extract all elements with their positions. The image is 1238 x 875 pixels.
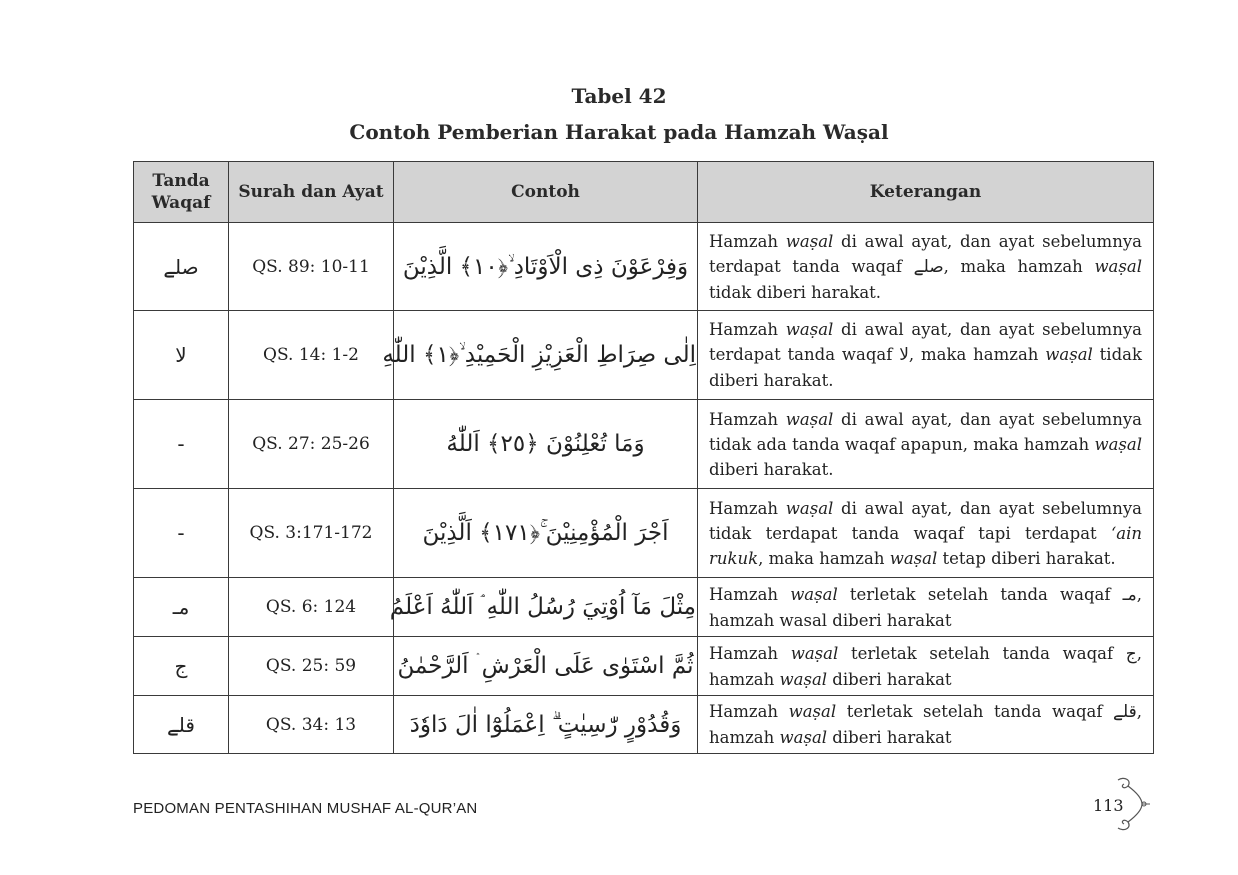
text-segment: diberi harakat. <box>709 459 834 479</box>
italic-term: waṣal <box>1094 434 1142 454</box>
surah-ayat-cell: QS. 34: 13 <box>229 696 394 754</box>
italic-term: waṣal <box>1094 256 1142 276</box>
header-surah-ayat: Surah dan Ayat <box>229 162 394 223</box>
surah-ayat-cell: QS. 6: 124 <box>229 578 394 637</box>
waqaf-sign-inline: قلے <box>1113 702 1137 722</box>
keterangan-cell <box>698 311 1154 400</box>
surah-ayat-cell: QS. 27: 25-26 <box>229 400 394 489</box>
text-segment: , hamzah <box>709 643 1142 689</box>
keterangan-cell <box>698 637 1154 696</box>
tanda-waqaf-cell: لا <box>134 311 229 400</box>
tanda-waqaf-cell: - <box>134 400 229 489</box>
keterangan-cell <box>698 578 1154 637</box>
contoh-arabic-cell: اِلٰى صِرَاطِ الْعَزِيْزِ الْحَمِيْدِ ۙ﴿١﴾ اللّٰهِ <box>394 311 698 400</box>
harakat-table <box>133 161 1154 754</box>
tanda-waqaf-cell: قلے <box>134 696 229 754</box>
italic-term: waṣal <box>1045 345 1093 364</box>
contoh-arabic-cell: ثُمَّ اسْتَوٰى عَلَى الْعَرْشِ ۛ اَلرَّحْمٰنُ <box>394 637 698 696</box>
text-segment: di awal ayat, dan ayat sebelumnya terdapat tanda waqaf <box>709 320 1142 364</box>
tanda-waqaf-cell: مـ <box>134 578 229 637</box>
italic-term: waṣal <box>785 231 834 251</box>
italic-term: waṣal <box>785 498 834 518</box>
page-number: 113 <box>1093 796 1124 815</box>
header-keterangan: Keterangan <box>698 162 1154 223</box>
table-caption: Contoh Pemberian Harakat pada Hamzah Waṣal <box>349 120 889 144</box>
text-segment: di awal ayat, dan ayat sebelumnya tidak terdapat tanda waqaf tapi terdapat <box>709 498 1142 543</box>
keterangan-cell <box>698 400 1154 489</box>
text-segment: diberi harakat <box>827 669 952 689</box>
text-segment: , maka hamzah <box>758 548 890 568</box>
text-segment: Hamzah <box>709 702 789 721</box>
text-segment: di awal ayat, dan ayat sebelumnya tidak ada tanda waqaf apapun, maka hamzah <box>709 409 1142 454</box>
italic-term: waṣal <box>790 584 838 604</box>
contoh-arabic-cell: وَمَا تُعْلِنُوْنَ ﴿٢٥﴾ اَللّٰهُ <box>394 400 698 489</box>
waqaf-sign-inline: ج <box>1125 643 1137 664</box>
book-title-footer: PEDOMAN PENTASHIHAN MUSHAF AL-QUR’AN <box>133 800 478 817</box>
text-segment: terletak setelah tanda waqaf <box>836 702 1114 721</box>
table-row <box>134 311 1154 400</box>
text-segment: Hamzah <box>709 409 786 429</box>
italic-term: waṣal <box>790 643 839 663</box>
text-segment: tidak diberi harakat. <box>709 345 1142 390</box>
text-segment: , maka hamzah <box>908 345 1046 364</box>
text-segment: Hamzah <box>709 584 791 604</box>
contoh-arabic-cell: وَفِرْعَوْنَ ذِى الْاَوْتَادِ ۙ﴿١٠﴾ الَّذِيْنَ <box>394 223 698 311</box>
text-segment: di awal ayat, dan ayat sebelumnya terdapat tanda waqaf <box>709 231 1142 276</box>
text-segment: , maka hamzah <box>943 256 1095 276</box>
italic-term: ‘ain rukuk <box>709 523 1142 568</box>
text-segment: , hamzah wasal diberi harakat <box>709 584 1142 630</box>
tanda-waqaf-cell: ج <box>134 637 229 696</box>
surah-ayat-cell: QS. 25: 59 <box>229 637 394 696</box>
italic-term: waṣal <box>779 669 828 689</box>
italic-term: waṣal <box>779 728 828 747</box>
waqaf-sign-inline: صلے <box>913 256 944 277</box>
contoh-arabic-cell: مِثْلَ مَآ اُوْتِيَ رُسُلُ اللّٰهِ ۘ اَللّٰهُ اَعْلَمُ <box>394 578 698 637</box>
table-row <box>134 637 1154 696</box>
table-row <box>134 578 1154 637</box>
keterangan-cell <box>698 696 1154 754</box>
header-tanda-waqaf: Tanda Waqaf <box>134 162 229 223</box>
italic-term: waṣal <box>785 320 834 339</box>
keterangan-cell <box>698 489 1154 578</box>
header-contoh: Contoh <box>394 162 698 223</box>
tanda-waqaf-cell: - <box>134 489 229 578</box>
table-number: Tabel 42 <box>571 84 667 108</box>
italic-term: waṣal <box>785 409 834 429</box>
italic-term: waṣal <box>788 702 837 721</box>
italic-term: waṣal <box>889 548 938 568</box>
tanda-waqaf-cell: صلے <box>134 223 229 311</box>
text-segment: , hamzah <box>709 702 1142 747</box>
surah-ayat-cell: QS. 3:171-172 <box>229 489 394 578</box>
text-segment: terletak setelah tanda waqaf <box>838 643 1126 663</box>
table-row <box>134 489 1154 578</box>
text-segment: Hamzah <box>709 498 786 518</box>
text-segment: terletak setelah tanda waqaf <box>837 584 1123 604</box>
text-segment: diberi harakat <box>827 728 952 747</box>
waqaf-sign-inline: مـ <box>1122 584 1137 605</box>
page-ornament-icon <box>1104 774 1152 834</box>
surah-ayat-cell: QS. 89: 10-11 <box>229 223 394 311</box>
table-row <box>134 400 1154 489</box>
keterangan-cell <box>698 223 1154 311</box>
contoh-arabic-cell: اَجْرَ الْمُؤْمِنِيْنَ ۚ﴿١٧١﴾ اَلَّذِيْنَ <box>394 489 698 578</box>
text-segment: tidak diberi harakat. <box>709 282 882 302</box>
text-segment: Hamzah <box>709 320 786 339</box>
text-segment: tetap diberi harakat. <box>937 548 1116 568</box>
table-row <box>134 696 1154 754</box>
text-segment: Hamzah <box>709 643 791 663</box>
text-segment: Hamzah <box>709 231 786 251</box>
table-header-row <box>134 162 1154 223</box>
waqaf-sign-inline: لا <box>899 345 909 365</box>
table-row <box>134 223 1154 311</box>
contoh-arabic-cell: وَقُدُوْرٍ رّٰسِيٰتٍ ۗ اِعْمَلُوْٓا اٰلَ دَاوٗدَ <box>394 696 698 754</box>
surah-ayat-cell: QS. 14: 1-2 <box>229 311 394 400</box>
